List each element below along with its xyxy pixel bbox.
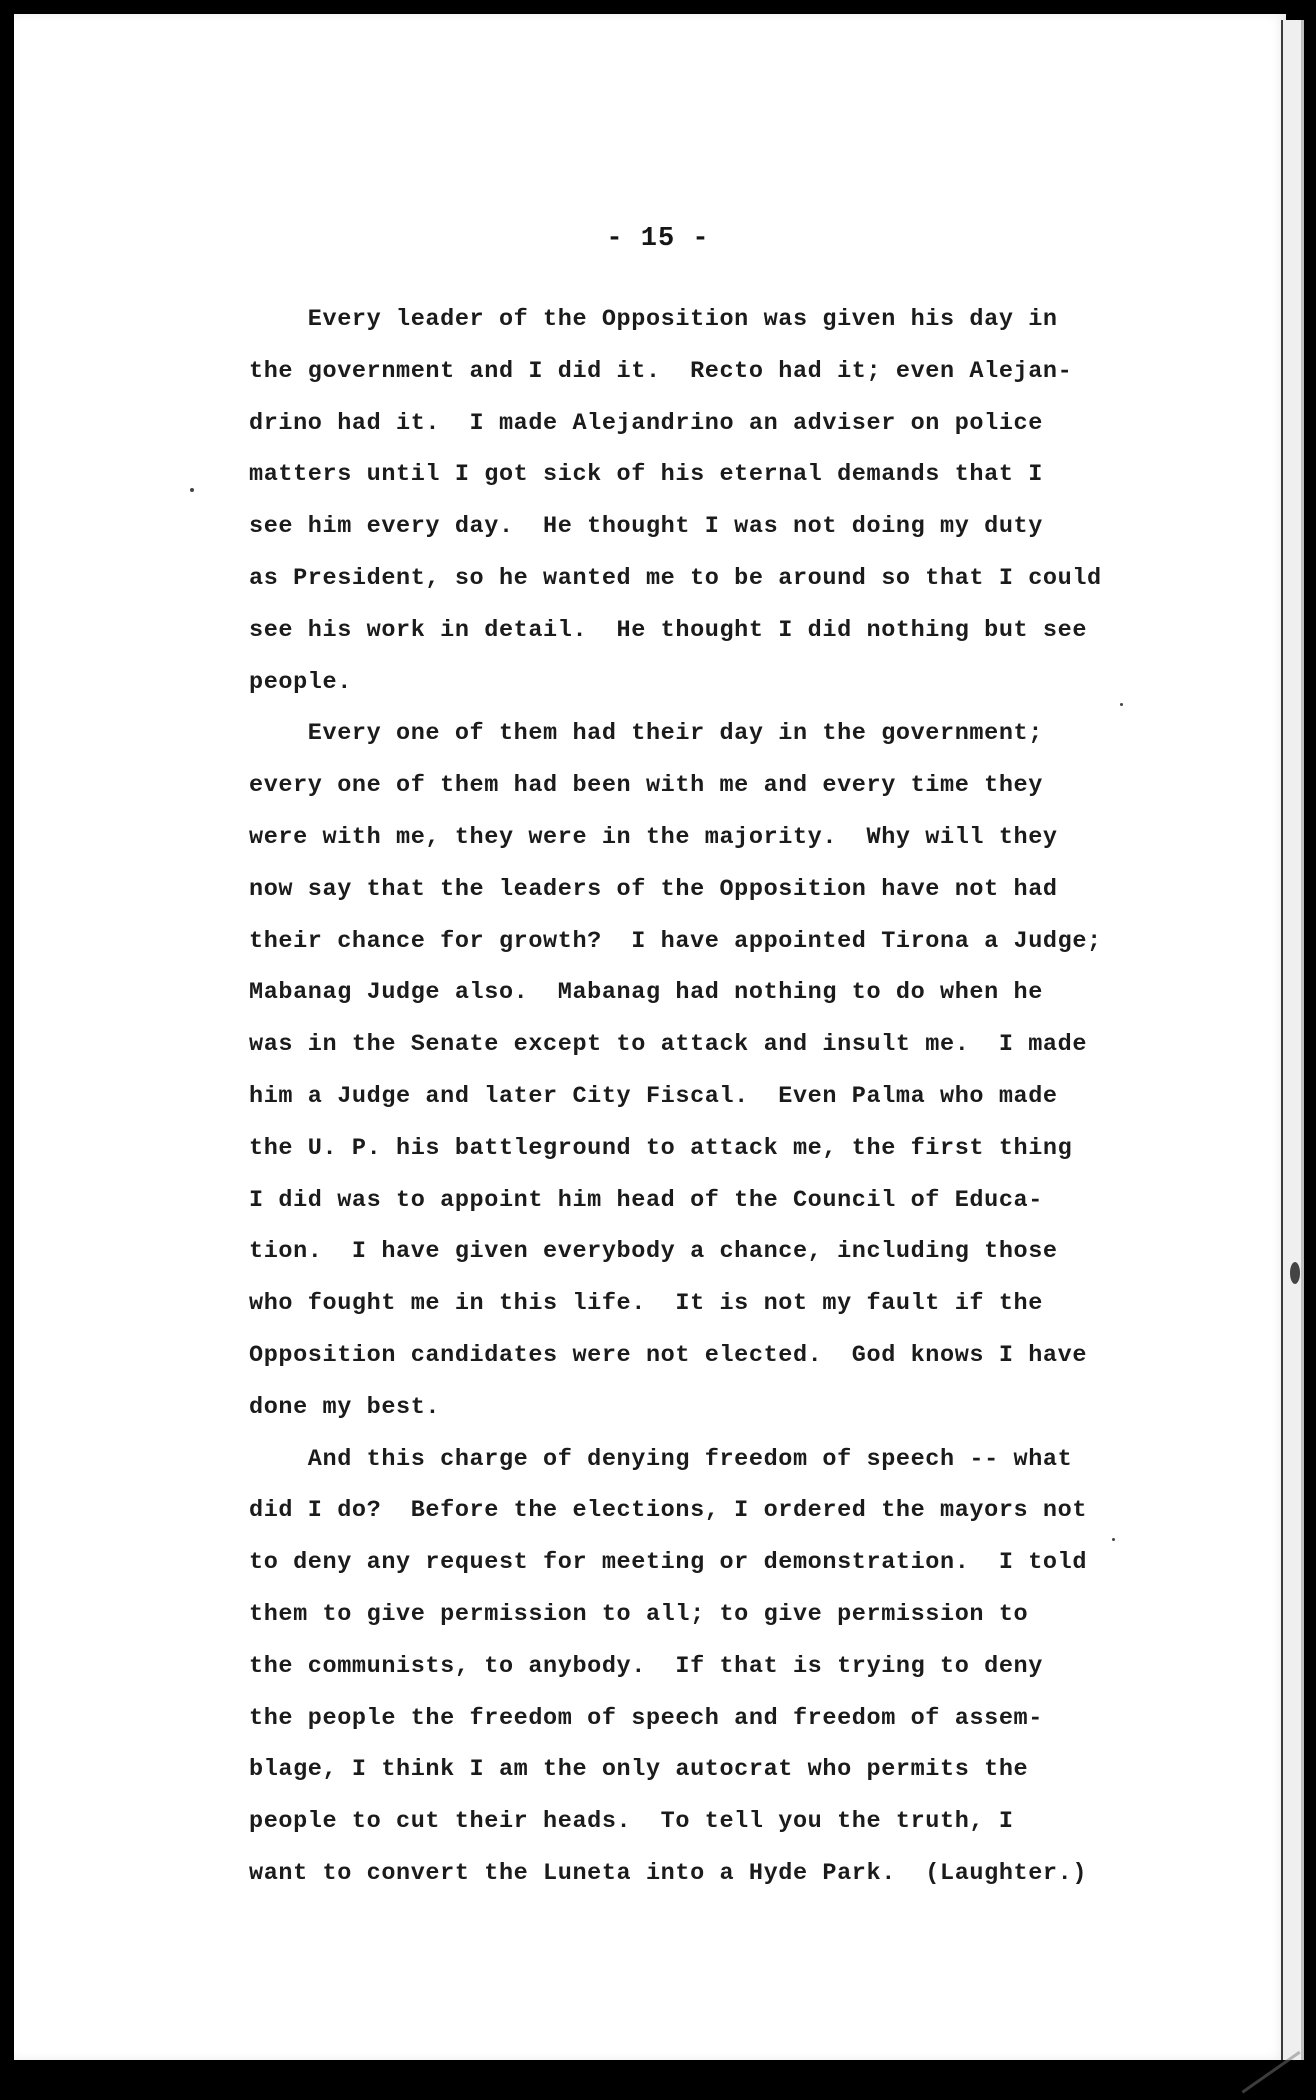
text-line: Every one of them had their day in the government; (249, 720, 1043, 748)
text-line: did I do? Before the elections, I ordered the mayors not (249, 1497, 1088, 1525)
text-line: blage, I think I am the only autocrat who permits the (249, 1756, 1029, 1784)
text-line: were with me, they were in the majority. Why will they (249, 823, 1058, 851)
text-line: now say that the leaders of the Opposition have not had (249, 875, 1058, 903)
text-line: the government and I did it. Recto had it; even Alejan- (249, 357, 1073, 385)
text-line: done my best. (249, 1393, 441, 1421)
text-line: the U. P. his battleground to attack me, the first thing (249, 1134, 1073, 1162)
text-line: who fought me in this life. It is not my fault if the (249, 1290, 1043, 1318)
text-line: see him every day. He thought I was not doing my duty (249, 513, 1043, 541)
text-line: him a Judge and later City Fiscal. Even Palma who made (249, 1082, 1058, 1110)
text-line: see his work in detail. He thought I did nothing but see (249, 616, 1088, 644)
text-line: as President, so he wanted me to be around so that I could (249, 564, 1102, 592)
text-line: Opposition candidates were not elected. God knows I have (249, 1341, 1088, 1369)
text-line: the communists, to anybody. If that is trying to deny (249, 1652, 1043, 1680)
page-number: - 15 - (606, 224, 710, 254)
text-line: people to cut their heads. To tell you the truth, I (249, 1808, 1014, 1836)
text-line: Every leader of the Opposition was given his day in (249, 306, 1058, 333)
text-line: I did was to appoint him head of the Council of Educa- (249, 1186, 1043, 1214)
text-line: was in the Senate except to attack and insult me. I made (249, 1031, 1088, 1059)
text-line: want to convert the Luneta into a Hyde Park. (Laughter.) (249, 1859, 1088, 1887)
text-line: them to give permission to all; to give permission to (249, 1600, 1029, 1628)
text-line: their chance for growth? I have appointed Tirona a Judge; (249, 927, 1102, 955)
text-line: Mabanag Judge also. Mabanag had nothing to do when he (249, 979, 1043, 1007)
text-line: the people the freedom of speech and freedom of assem- (249, 1704, 1043, 1732)
body-text (249, 294, 1179, 1900)
page-edge (1281, 20, 1304, 2060)
text-line: matters until I got sick of his eternal demands that I (249, 461, 1043, 489)
text-line: And this charge of denying freedom of speech -- what (249, 1445, 1073, 1473)
scan-speck (1290, 1262, 1300, 1284)
text-line: tion. I have given everybody a chance, including those (249, 1238, 1058, 1266)
text-line: to deny any request for meeting or demonstration. I told (249, 1549, 1088, 1577)
scan-speck (1112, 1538, 1115, 1541)
text-line: every one of them had been with me and every time they (249, 772, 1043, 800)
text-line: people. (249, 668, 352, 696)
scan-speck (190, 488, 194, 492)
scan-speck (1120, 703, 1123, 706)
text-line: drino had it. I made Alejandrino an adviser on police (249, 409, 1043, 437)
